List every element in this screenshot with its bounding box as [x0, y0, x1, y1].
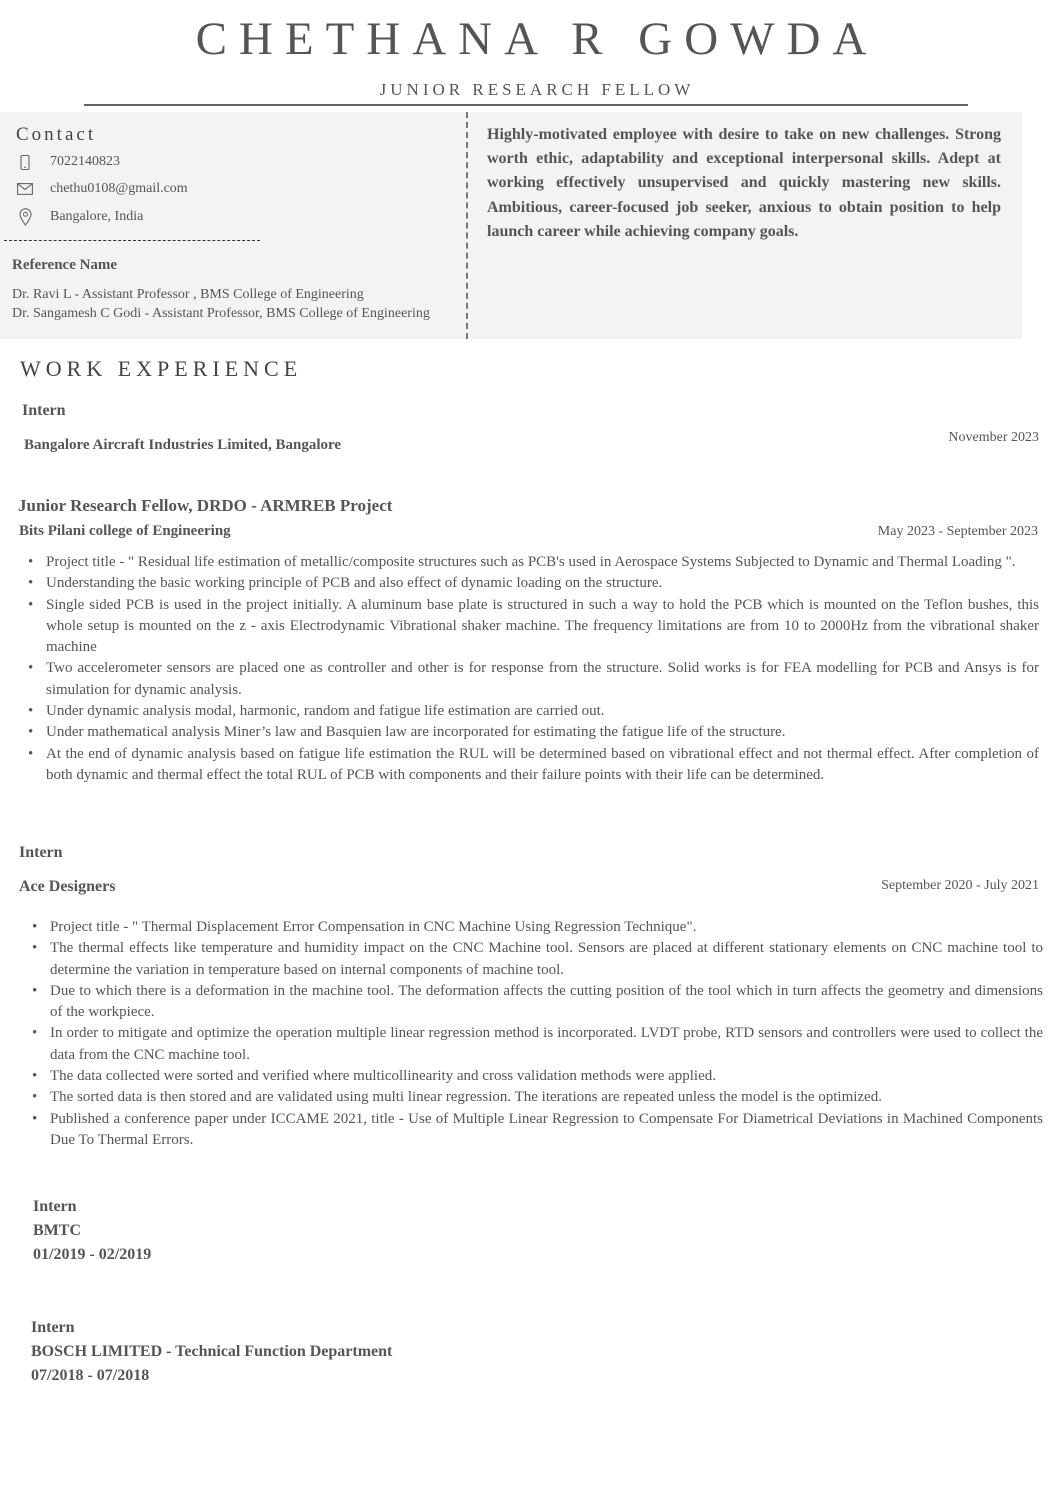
list-item: • Under mathematical analysis Miner’s law and Basquien law are incorporated for estimating the fatigue life of the structure. — [46, 722, 1039, 743]
work-experience-heading: WORK EXPERIENCE — [20, 356, 303, 381]
contact-divider — [4, 240, 260, 241]
list-item: • The sorted data is then stored and are validated using multi linear regression. The iterations are repeated unless the model is the optimized. — [50, 1087, 1043, 1108]
job-date: 01/2019 - 02/2019 — [33, 1246, 152, 1263]
contact-email-row — [16, 179, 188, 199]
list-item: • Single sided PCB is used in the project initially. A aluminum base plate is structured in such a way to hold the PCB which is mounted on the Teflon bushes, this whole setup is mounted on the z - axis Electrodynamic Vibrational shaker machine. The frequency limitations are from 10 to 2000Hz from the vibrational shaker machine — [46, 595, 1039, 659]
phone-icon — [16, 153, 34, 171]
contact-email[interactable]: chethu0108@gmail.com — [50, 181, 188, 196]
job-role: Intern — [31, 1319, 75, 1336]
job-company: Ace Designers — [19, 878, 116, 895]
job-date: 07/2018 - 07/2018 — [31, 1367, 150, 1384]
list-item: • The thermal effects like temperature and humidity impact on the CNC Machine tool. Sensors are placed at different stationary elements on CNC machine tool to determine the variation in temperature based on internal components of machine tool. — [50, 938, 1043, 981]
list-item: • Due to which there is a deformation in the machine tool. The deformation affects the cutting position of the tool which in turn affects the geometry and dimensions of the workpiece. — [50, 981, 1043, 1024]
job-company: BOSCH LIMITED - Technical Function Department — [31, 1343, 393, 1360]
candidate-title: JUNIOR RESEARCH FELLOW — [379, 80, 695, 99]
job-bullet-list — [50, 917, 1043, 1151]
job-role: Intern — [33, 1198, 77, 1215]
job-company: Bangalore Aircraft Industries Limited, Bangalore — [24, 437, 342, 453]
job-bullet-list — [46, 552, 1039, 786]
contact-location-row — [16, 207, 143, 227]
contact-location: Bangalore, India — [50, 209, 144, 224]
job-role: Intern — [19, 844, 63, 861]
list-item: • Understanding the basic working principle of PCB and also effect of dynamic loading on the structure. — [46, 573, 1039, 594]
job-role: Intern — [22, 402, 66, 419]
mail-icon — [16, 180, 34, 198]
profile-summary: Highly-motivated employee with desire to take on new challenges. Strong worth ethic, adaptability and exceptional interpersonal skills. Adept at working effectively unsupervised and quickly mastering new skills. Ambitious, career-focused job seeker, anxious to obtain position to help launch career while achieving company goals. — [487, 126, 1001, 240]
contact-heading: Contact — [16, 124, 97, 145]
job-company: Bits Pilani college of Engineering — [19, 523, 231, 539]
location-pin-icon — [16, 208, 34, 226]
list-item: • The data collected were sorted and verified where multicollinearity and cross validation methods were applied. — [50, 1066, 1043, 1087]
panel-vertical-divider — [466, 112, 468, 339]
list-item: • In order to mitigate and optimize the operation multiple linear regression method is incorporated. LVDT probe, RTD sensors and controllers were used to collect the data from the CNC machine tool. — [50, 1023, 1043, 1066]
list-item: • Project title - " Residual life estimation of metallic/composite structures such as PCB's used in Aerospace Systems Subjected to Dynamic and Thermal Loading ". — [46, 552, 1039, 573]
job-date: May 2023 - September 2023 — [877, 524, 1038, 539]
job-date: September 2020 - July 2021 — [881, 878, 1039, 893]
contact-phone: 7022140823 — [50, 154, 120, 169]
header-divider — [84, 104, 968, 106]
candidate-name: CHETHANA R GOWDA — [195, 13, 879, 65]
list-item: • Under dynamic analysis modal, harmonic, random and fatigue life estimation are carried out. — [46, 701, 1039, 722]
job-role: Junior Research Fellow, DRDO - ARMREB Project — [18, 496, 393, 515]
list-item: • Two accelerometer sensors are placed one as controller and other is for response from the structure. Solid works is for FEA modelling for PCB and Ansys is for simulation for dynamic analysis. — [46, 658, 1039, 701]
job-date: November 2023 — [948, 430, 1039, 445]
reference-heading: Reference Name — [12, 257, 118, 273]
reference-item: Dr. Sangamesh C Godi - Assistant Professor, BMS College of Engineering — [12, 306, 430, 321]
contact-phone-row — [16, 152, 120, 172]
list-item: • Project title - " Thermal Displacement Error Compensation in CNC Machine Using Regression Technique". — [50, 917, 1043, 938]
list-item: • At the end of dynamic analysis based on fatigue life estimation the RUL will be determined based on vibrational effect and not thermal effect. After completion of both dynamic and thermal effect the total RUL of PCB with components and their failure points with their life can be determined. — [46, 744, 1039, 787]
job-company: BMTC — [33, 1222, 81, 1239]
reference-item: Dr. Ravi L - Assistant Professor , BMS College of Engineering — [12, 287, 364, 302]
list-item: • Published a conference paper under ICCAME 2021, title - Use of Multiple Linear Regression to Compensate For Diametrical Deviations in Machined Components Due To Thermal Errors. — [50, 1109, 1043, 1152]
